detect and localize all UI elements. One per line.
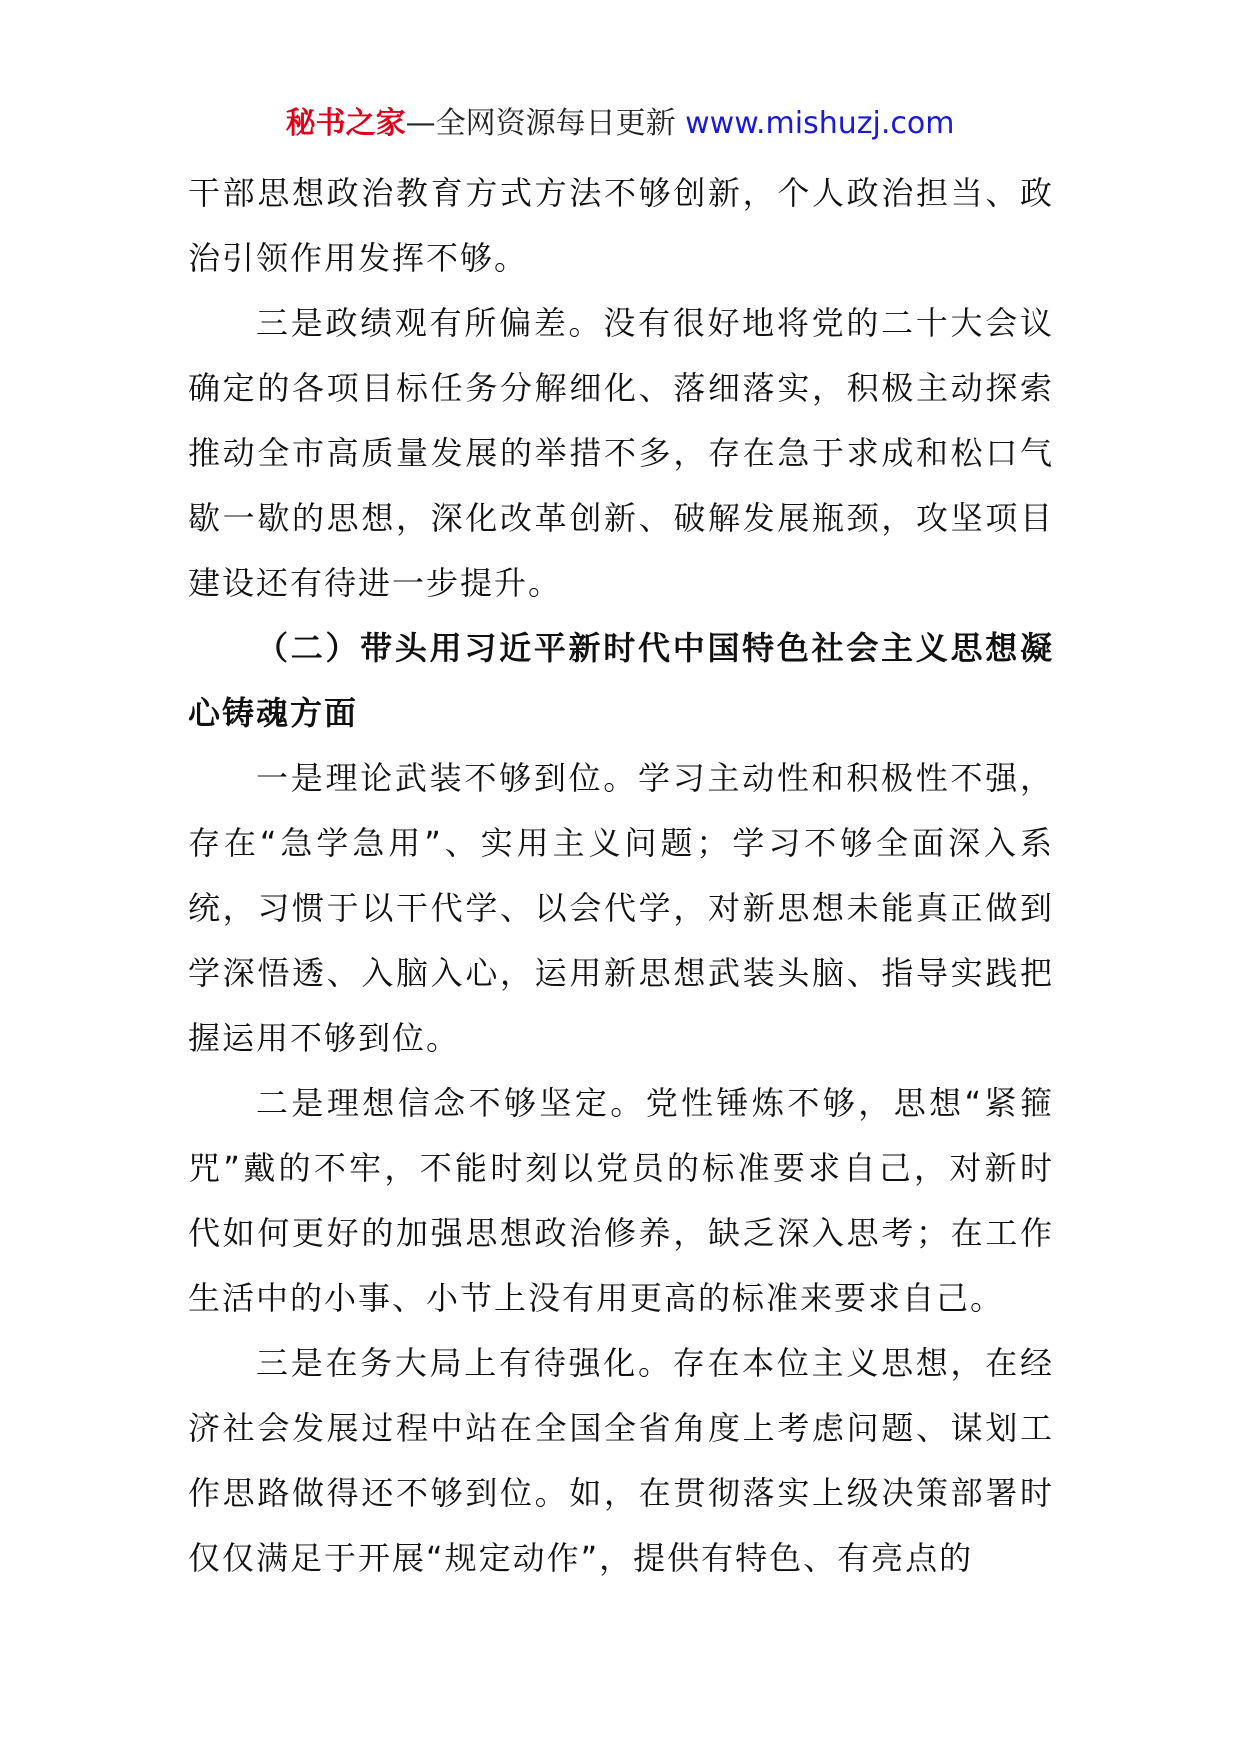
section-heading: （二）带头用习近平新时代中国特色社会主义思想凝心铸魂方面 [188, 629, 1054, 732]
header-brand: 秘书之家 [285, 106, 406, 141]
paragraph: 二是理想信念不够坚定。党性锤炼不够，思想“紧箍咒”戴的不牢，不能时刻以党员的标准要求自己，对新时代如何更好的加强思想政治修养，缺乏深入思考；在工作生活中的小事、小节上没有用更高的标准来要求自己。 [188, 1084, 1054, 1317]
header-url[interactable]: www.mishuzj.com [685, 106, 955, 141]
header-tagline: —全网资源每日更新 [405, 106, 676, 141]
watermark-header [0, 104, 1240, 144]
paragraph: 干部思想政治教育方式方法不够创新，个人政治担当、政治引领作用发挥不够。 [188, 174, 1054, 277]
paragraph: 一是理论武装不够到位。学习主动性和积极性不强，存在“急学急用”、实用主义问题；学习不够全面深入系统，习惯于以干代学、以会代学，对新思想未能真正做到学深悟透、入脑入心，运用新思想武装头脑、指导实践把握运用不够到位。 [188, 759, 1054, 1057]
paragraph: 三是政绩观有所偏差。没有很好地将党的二十大会议确定的各项目标任务分解细化、落细落实，积极主动探索推动全市高质量发展的举措不多，存在急于求成和松口气歇一歇的思想，深化改革创新、破解发展瓶颈，攻坚项目建设还有待进一步提升。 [188, 304, 1054, 602]
paragraph: 三是在务大局上有待强化。存在本位主义思想，在经济社会发展过程中站在全国全省角度上考虑问题、谋划工作思路做得还不够到位。如，在贯彻落实上级决策部署时仅仅满足于开展“规定动作”，提供有特色、有亮点的 [188, 1344, 1054, 1577]
document-body [188, 161, 1054, 1591]
